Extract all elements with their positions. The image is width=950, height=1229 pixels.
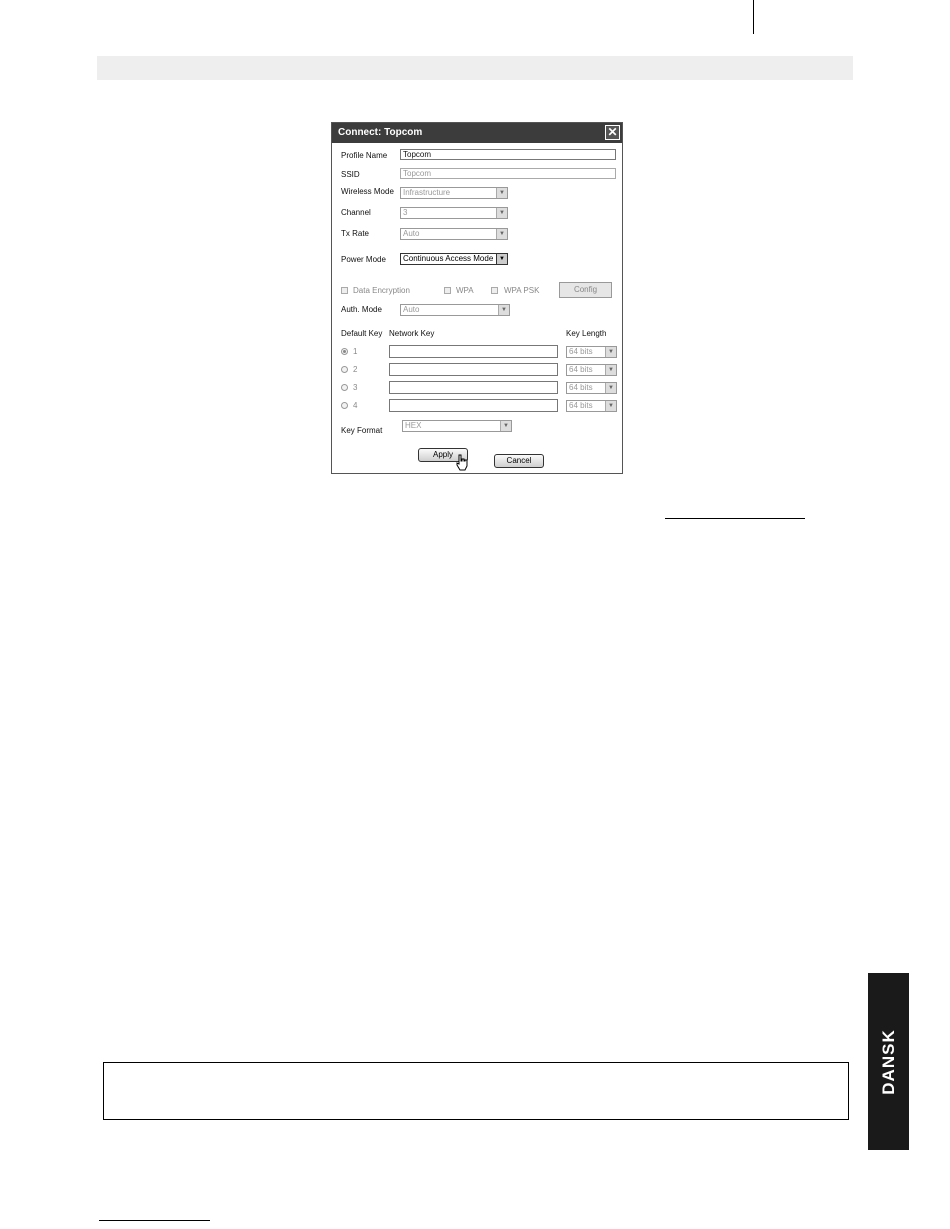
auth-mode-select[interactable]: [400, 304, 510, 316]
key-index-2: 2: [353, 365, 358, 374]
note-box: [103, 1062, 849, 1120]
tx-rate-select[interactable]: [400, 228, 508, 240]
auth-mode-value: Auto: [403, 305, 420, 314]
wpa-psk-checkbox[interactable]: [491, 287, 498, 294]
chevron-down-icon: ▼: [605, 401, 616, 411]
auth-mode-label: Auth. Mode: [341, 305, 382, 314]
chevron-down-icon: ▼: [496, 208, 507, 218]
tx-rate-value: Auto: [403, 229, 420, 238]
chevron-down-icon: ▼: [496, 229, 507, 239]
network-key-input-3[interactable]: [389, 381, 558, 394]
hand-cursor-icon: [455, 454, 469, 472]
chevron-down-icon: ▼: [496, 188, 507, 198]
channel-select[interactable]: [400, 207, 508, 219]
dialog-title: Connect: Topcom: [338, 127, 423, 138]
key-length-select-3[interactable]: [566, 382, 617, 394]
network-key-input-2[interactable]: [389, 363, 558, 376]
key-length-value-2: 64 bits: [569, 365, 593, 374]
power-mode-value: Continuous Access Mode: [403, 254, 494, 263]
network-key-header: Network Key: [389, 329, 435, 338]
cancel-button[interactable]: Cancel: [494, 454, 544, 468]
default-key-header: Default Key: [341, 329, 383, 338]
chevron-down-icon: ▼: [605, 347, 616, 357]
ssid-input[interactable]: Topcom: [400, 168, 616, 179]
language-label: DANSK: [878, 1028, 898, 1095]
chevron-down-icon: ▼: [605, 365, 616, 375]
tx-rate-label: Tx Rate: [341, 229, 370, 238]
key-index-1: 1: [353, 347, 358, 356]
text-underline: [665, 518, 805, 519]
key-length-select-2[interactable]: [566, 364, 617, 376]
key-format-label: Key Format: [341, 426, 383, 435]
wireless-mode-label: Wireless Mode: [341, 187, 394, 196]
default-key-radio-1[interactable]: [341, 348, 348, 355]
key-length-select-1[interactable]: [566, 346, 617, 358]
chevron-down-icon: ▼: [498, 305, 509, 315]
key-length-header: Key Length: [566, 329, 607, 338]
wpa-checkbox[interactable]: [444, 287, 451, 294]
channel-value: 3: [403, 208, 408, 217]
network-key-input-1[interactable]: [389, 345, 558, 358]
profile-name-input[interactable]: Topcom: [400, 149, 616, 160]
network-key-input-4[interactable]: [389, 399, 558, 412]
key-format-value: HEX: [405, 421, 422, 430]
key-format-select[interactable]: [402, 420, 512, 432]
key-length-value-4: 64 bits: [569, 401, 593, 410]
key-length-value-3: 64 bits: [569, 383, 593, 392]
dialog-titlebar: [332, 123, 622, 143]
chevron-down-icon: ▼: [496, 254, 507, 264]
power-mode-select[interactable]: [400, 253, 508, 265]
wpa-psk-label: WPA PSK: [504, 286, 540, 295]
default-key-radio-3[interactable]: [341, 384, 348, 391]
footer-rule: [99, 1220, 210, 1221]
power-mode-label: Power Mode: [341, 255, 386, 264]
close-button[interactable]: [605, 125, 620, 140]
data-encryption-checkbox[interactable]: [341, 287, 348, 294]
language-side-tab: [868, 973, 909, 1150]
chevron-down-icon: ▼: [605, 383, 616, 393]
profile-name-label: Profile Name: [341, 151, 388, 160]
channel-label: Channel: [341, 208, 371, 217]
connect-dialog: [331, 122, 623, 474]
key-index-4: 4: [353, 401, 358, 410]
default-key-radio-2[interactable]: [341, 366, 348, 373]
wireless-mode-value: Infrastructure: [403, 188, 451, 197]
close-icon: ✕: [607, 125, 618, 139]
config-button[interactable]: Config: [559, 282, 612, 298]
key-length-value-1: 64 bits: [569, 347, 593, 356]
apply-button[interactable]: Apply: [418, 448, 468, 462]
key-length-select-4[interactable]: [566, 400, 617, 412]
key-index-3: 3: [353, 383, 358, 392]
wireless-mode-select[interactable]: [400, 187, 508, 199]
data-encryption-label: Data Encryption: [353, 286, 410, 295]
top-vertical-rule: [753, 0, 754, 34]
ssid-label: SSID: [341, 170, 360, 179]
default-key-radio-4[interactable]: [341, 402, 348, 409]
wpa-label: WPA: [456, 286, 474, 295]
page-header-bar: [97, 56, 853, 80]
chevron-down-icon: ▼: [500, 421, 511, 431]
